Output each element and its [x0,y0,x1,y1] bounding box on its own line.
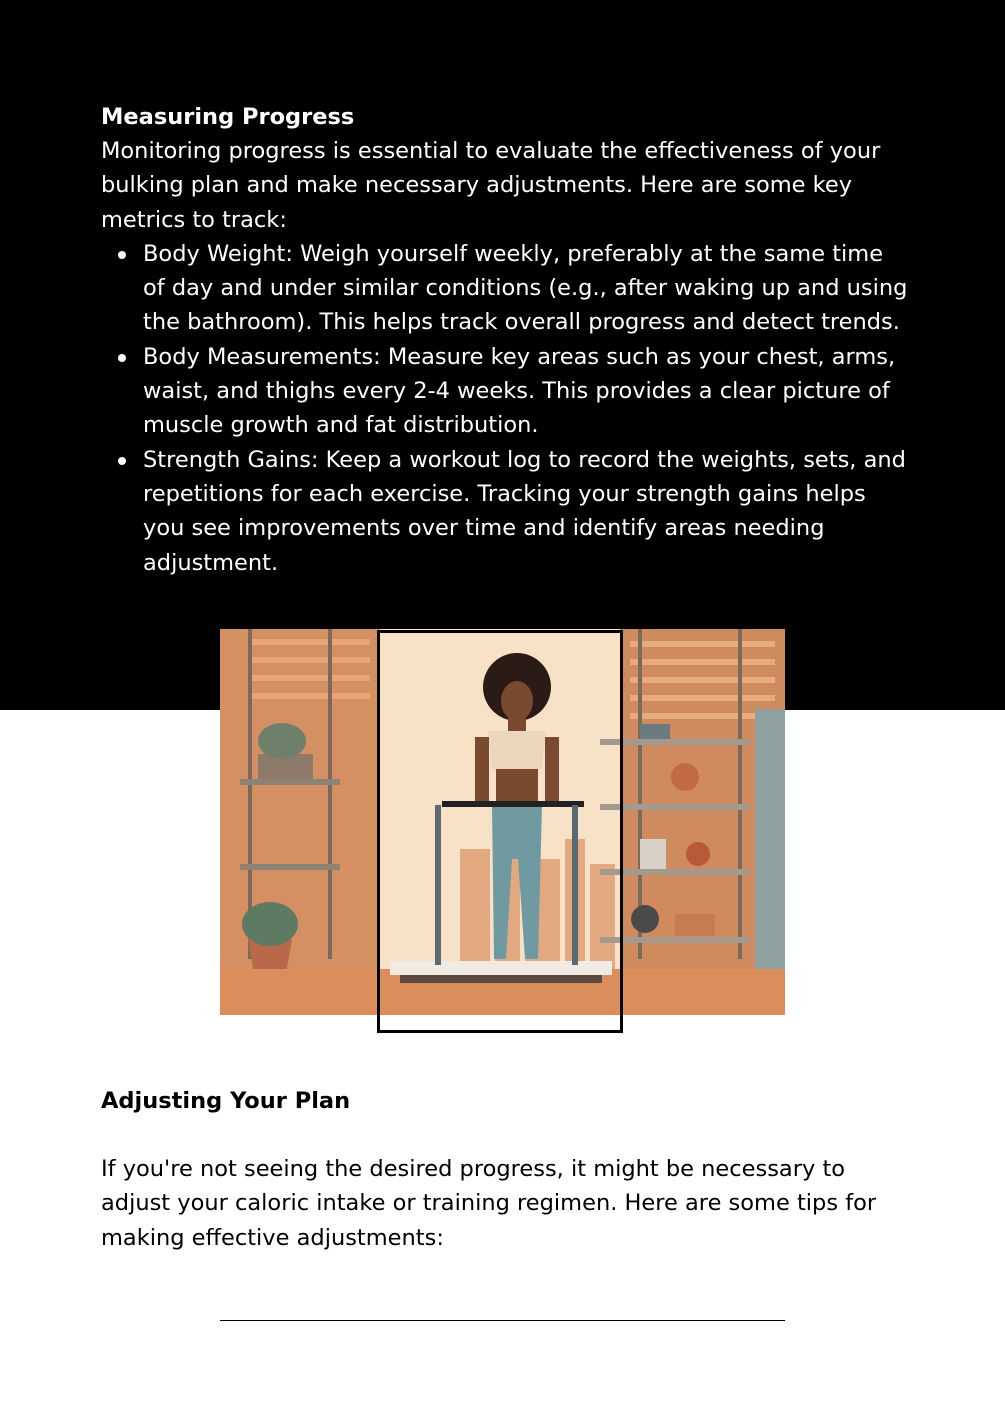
horizontal-divider [220,1320,785,1321]
metrics-list [101,237,911,580]
list-item: Body Measurements: Measure key areas such as your chest, arms, waist, and thighs every 2-4 weeks. This provides a clear picture of muscle growth and fat distribution. [143,340,911,443]
body-paragraph: If you're not seeing the desired progress, it might be necessary to adjust your caloric intake or training regimen. Here are some tips for making effective adjustments: [101,1156,877,1251]
section-heading: Adjusting Your Plan [101,1088,351,1114]
adjusting-plan-section [101,1084,911,1255]
list-item: Body Weight: Weigh yourself weekly, preferably at the same time of day and under similar conditions (e.g., after waking up and using the bathroom). This helps track overall progress and detect trends. [143,237,911,340]
intro-paragraph: Monitoring progress is essential to evaluate the effectiveness of your bulking plan and make necessary adjustments. Here are some key metrics to track: [101,138,881,233]
illustration-frame [377,630,623,1033]
measuring-progress-section [101,100,911,580]
section-heading: Measuring Progress [101,104,355,130]
list-item: Strength Gains: Keep a workout log to record the weights, sets, and repetitions for each exercise. Tracking your strength gains helps you see improvements over time and identify areas needing adjustment. [143,443,911,580]
